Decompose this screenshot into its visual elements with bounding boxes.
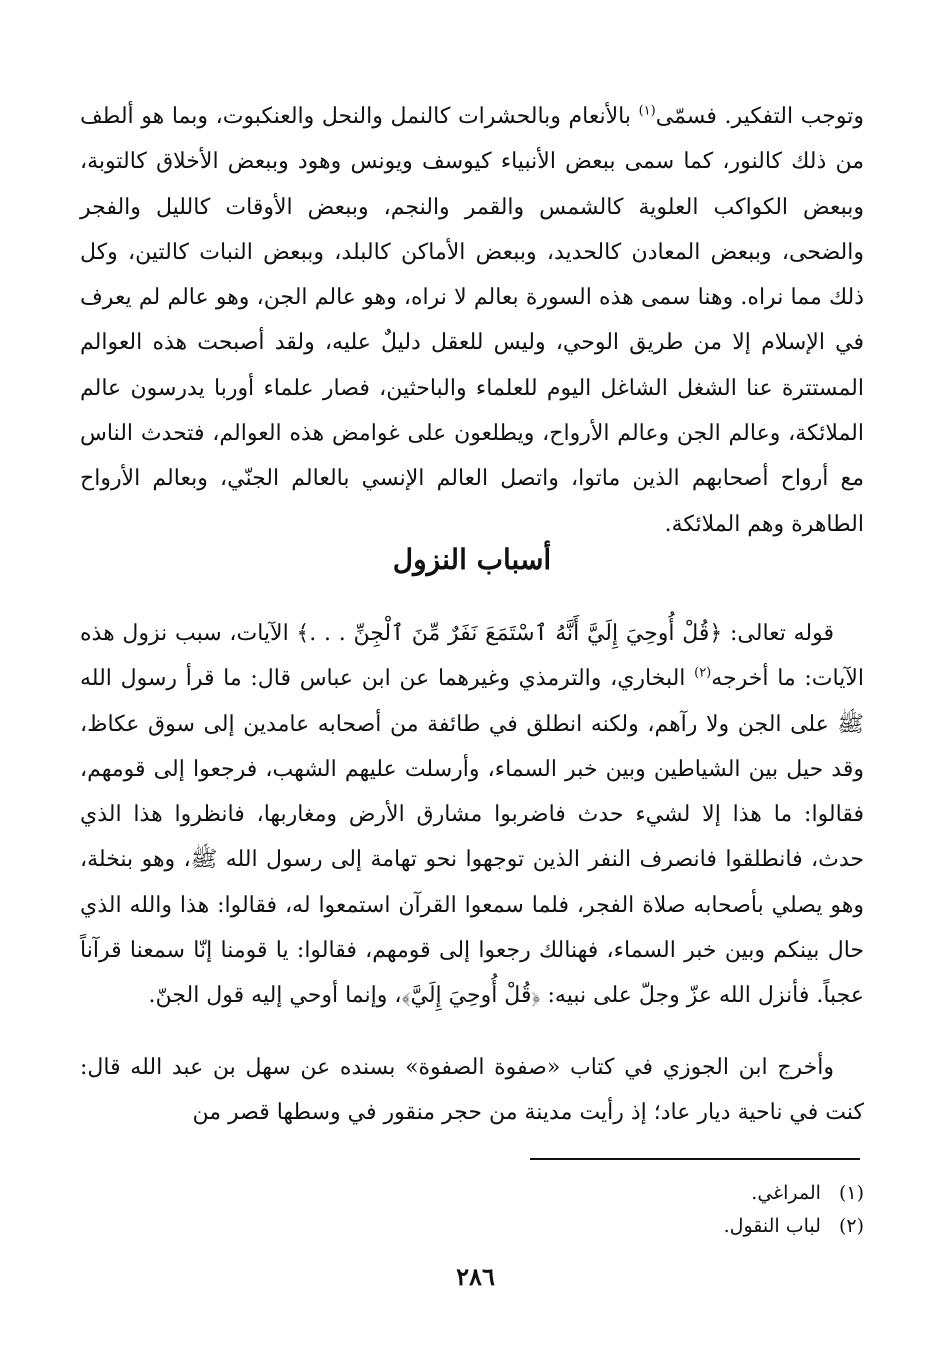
paragraph-text: البخاري، والترمذي وغيرهما عن ابن عباس قال: ما قرأ رسول الله ﷺ على الجن ولا رآهم، ولكنه انطلق في طائفة من أصحابه عامدين إلى سوق عكاظ، وقد حيل بين الشياطين وبين خبر السماء، وأرسلت عليهم الشهب، فرجعوا إلى قومهم، فقالوا: ما هذا إلا لشيء حدث فاضربوا مشارق الأرض ومغاربها، فانظروا هذا الذي حدث، فانطلقوا فانصرف النفر الذين توجهوا نحو تهامة إلى رسول الله ﷺ، وهو بنخلة، وهو يصلي بأصحابه صلاة الفجر، فلما سمعوا القرآن استمعوا له، فقالوا: هذا والله الذي حال بينكم وبين خبر السماء، فهنالك رجعوا إلى قومهم، فقالوا: يا قومنا إنّا سمعنا قرآناً عجباً. فأنزل الله عزّ وجلّ على نبيه: ﴿قُلْ أُوحِيَ إِلَيَّ﴾، وإنما أوحي إليه قول الجنّ. — [80, 666, 864, 1009]
paragraph-text: قوله تعالى: ﴿قُلْ أُوحِيَ إِلَيَّ أَنَّهُ ٱسْتَمَعَ نَفَرٌ مِّنَ ٱلْجِنِّ . . .﴾ الآيات، سبب نزول هذه الآيات: ما أخرجه — [80, 621, 865, 692]
section-heading: أسباب النزول — [392, 543, 552, 576]
footnote-reference: (٢) — [694, 665, 712, 681]
paragraph-text: وتوجب التفكير. فسمّى — [655, 104, 864, 129]
body-paragraph-intro — [80, 94, 864, 547]
footnote-number: (٢) — [838, 1215, 864, 1237]
footnote-item — [80, 1177, 864, 1210]
body-paragraph-asbab — [80, 611, 864, 1019]
page-number: ٢٨٦ — [456, 1262, 495, 1291]
paragraph-text: بالأنعام وبالحشرات كالنمل والنحل والعنكبوت، وبما هو ألطف من ذلك كالنور، كما سمى ببعض الأنبياء كيوسف ويونس وهود وببعض الأخلاق كالتوبة، وببعض الكواكب العلوية كالشمس والقمر والنجم، وببعض الأوقات كالليل والفجر والضحى، وببعض المعادن كالحديد، وببعض الأماكن كالبلد، وببعض النبات كالتين، وكل ذلك مما نراه. وهنا سمى هذه السورة بعالم لا نراه، وهو عالم الجن، وهو عالم لم يعرف في الإسلام إلا من طريق الوحي، وليس للعقل دليلٌ عليه، ولقد أصبحت هذه العوالم المستترة عنا الشغل الشاغل اليوم للعلماء والباحثين، فصار علماء أوربا يدرسون عالم الملائكة، وعالم الجن وعالم الأرواح، ويطلعون على غوامض هذه العوالم، فتحدث الناس مع أرواح أصحابهم الذين ماتوا، واتصل العالم الإنسي بالعالم الجنّي، وبعالم الأرواح الطاهرة وهم الملائكة. — [80, 104, 864, 537]
footnote-item — [80, 1210, 864, 1243]
body-paragraph-ibn-aljawzi: وأخرج ابن الجوزي في كتاب «صفوة الصفوة» بسنده عن سهل بن عبد الله قال: كنت في ناحية ديار عاد؛ إذ رأيت مدينة من حجر منقور في وسطها قصر من — [80, 1055, 864, 1126]
footnote-text: المراغي. — [751, 1182, 821, 1204]
footnote-number: (١) — [838, 1182, 864, 1204]
footnote-divider — [530, 1158, 860, 1160]
footnotes — [80, 1177, 864, 1243]
footnote-text: لباب النقول. — [723, 1215, 821, 1237]
footnote-reference: (١) — [638, 103, 656, 119]
